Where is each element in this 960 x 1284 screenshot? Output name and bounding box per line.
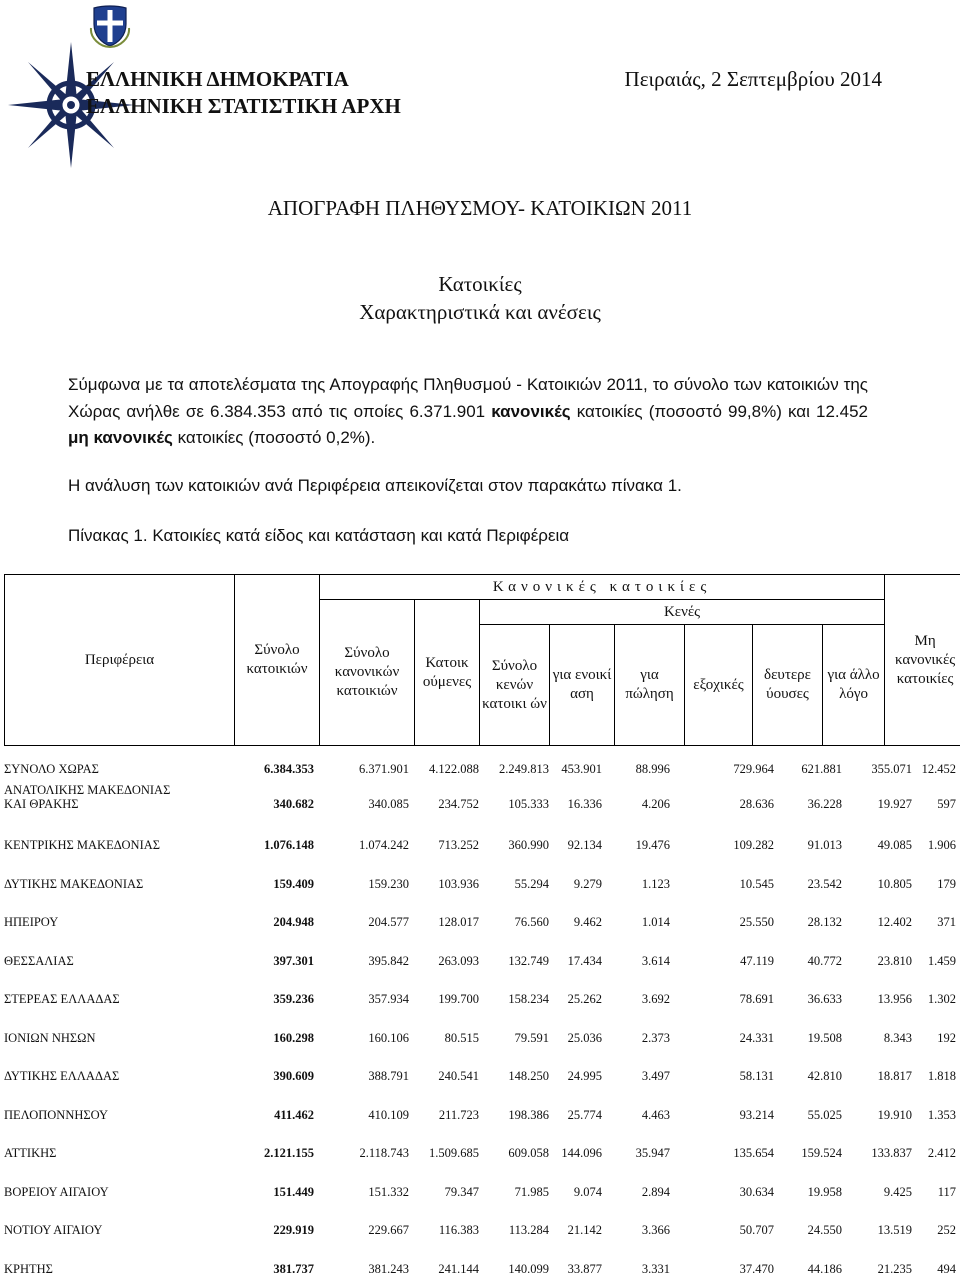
row-cell: 24.995 (567, 1069, 602, 1083)
header-rent: για ενοικί αση (550, 625, 615, 746)
row-cell: 18.817 (877, 1069, 912, 1083)
row-cell: 80.515 (444, 1031, 479, 1045)
row-cell: 140.099 (508, 1262, 549, 1276)
row-cell: 36.633 (807, 992, 842, 1006)
row-cell: 199.700 (438, 992, 479, 1006)
row-cell: 1.123 (641, 877, 670, 891)
row-cell: 234.752 (438, 797, 479, 811)
row-cell: 1.509.685 (429, 1146, 479, 1160)
subtitle-line-2: Χαρακτηριστικά και ανέσεις (359, 300, 601, 324)
row-cell: 241.144 (438, 1262, 479, 1276)
header-regular-group: Κανονικές κατοικίες (320, 575, 885, 600)
intro-text-regular: κανονικές (491, 401, 571, 421)
row-cell: 411.462 (274, 1108, 314, 1122)
row-cell: 2.412 (927, 1146, 956, 1160)
row-cell: 116.383 (438, 1223, 479, 1237)
table-row (4, 1223, 959, 1245)
row-cell: 211.723 (438, 1108, 479, 1122)
row-cell: 1.302 (927, 992, 956, 1006)
row-region-name-line-1: ΗΠΕΙΡΟΥ (4, 915, 59, 929)
row-cell: 1.076.148 (264, 838, 314, 852)
row-cell: 4.463 (641, 1108, 670, 1122)
row-cell: 204.577 (368, 915, 409, 929)
row-region-name (4, 1262, 53, 1276)
row-cell: 151.332 (368, 1185, 409, 1199)
row-cell: 2.118.743 (359, 1146, 409, 1160)
row-region-name-line-1: ΠΕΛΟΠΟΝΝΗΣΟΥ (4, 1108, 109, 1122)
row-region-name-line-1: ΚΡΗΤΗΣ (4, 1262, 53, 1276)
row-cell: 9.462 (573, 915, 602, 929)
row-cell: 28.636 (739, 797, 774, 811)
row-cell: 397.301 (273, 954, 314, 968)
table-row (4, 915, 959, 937)
row-region-name-line-1: ΒΟΡΕΙΟΥ ΑΙΓΑΙΟΥ (4, 1185, 109, 1199)
row-cell: 158.234 (508, 992, 549, 1006)
organization-header (86, 66, 401, 120)
row-cell: 597 (937, 797, 956, 811)
row-cell: 42.810 (807, 1069, 842, 1083)
row-cell: 151.449 (273, 1185, 314, 1199)
row-region-name-line-1: ΑΤΤΙΚΗΣ (4, 1146, 57, 1160)
row-region-name-line-1: ΘΕΣΣΑΛΙΑΣ (4, 954, 74, 968)
main-title: ΑΠΟΓΡΑΦΗ ΠΛΗΘΥΣΜΟΥ- ΚΑΤΟΙΚΙΩΝ 2011 (267, 196, 693, 220)
row-cell: 9.074 (573, 1185, 602, 1199)
row-cell: 340.682 (273, 797, 314, 811)
row-cell: 1.459 (927, 954, 956, 968)
row-cell: 128.017 (438, 915, 479, 929)
row-cell: 240.541 (438, 1069, 479, 1083)
table-header (4, 574, 960, 746)
row-cell: 78.691 (739, 992, 774, 1006)
row-cell: 76.560 (514, 915, 549, 929)
header-nonregular: Μη κανονικές κατοικίες (885, 575, 960, 746)
table-row (4, 1146, 959, 1168)
row-cell: 4.206 (641, 797, 670, 811)
row-cell: 23.542 (807, 877, 842, 891)
row-cell: 204.948 (273, 915, 314, 929)
row-cell: 40.772 (807, 954, 842, 968)
row-cell: 93.214 (739, 1108, 774, 1122)
row-cell: 390.609 (273, 1069, 314, 1083)
row-region-name (4, 1185, 109, 1199)
row-cell: 8.343 (883, 1031, 912, 1045)
row-cell: 55.294 (514, 877, 549, 891)
row-cell: 79.591 (514, 1031, 549, 1045)
row-cell: 1.906 (927, 838, 956, 852)
header-total: Σύνολο κατοικιών (235, 575, 320, 746)
row-cell: 381.243 (368, 1262, 409, 1276)
row-cell: 25.774 (567, 1108, 602, 1122)
row-cell: 159.524 (801, 1146, 842, 1160)
row-cell: 103.936 (438, 877, 479, 891)
row-region-name (4, 783, 170, 811)
table-row (4, 1262, 959, 1284)
row-cell: 381.737 (273, 1262, 314, 1276)
row-cell: 12.452 (921, 762, 956, 776)
row-cell: 88.996 (635, 762, 670, 776)
row-region-name-line-1: ΑΝΑΤΟΛΙΚΗΣ ΜΑΚΕΔΟΝΙΑΣ (4, 783, 171, 797)
row-cell: 263.093 (438, 954, 479, 968)
row-cell: 79.347 (444, 1185, 479, 1199)
row-region-name-line-1: ΣΤΕΡΕΑΣ ΕΛΛΑΔΑΣ (4, 992, 120, 1006)
row-cell: 21.142 (567, 1223, 602, 1237)
row-cell: 148.250 (508, 1069, 549, 1083)
row-cell: 192 (937, 1031, 956, 1045)
row-cell: 9.425 (883, 1185, 912, 1199)
row-cell: 19.508 (807, 1031, 842, 1045)
row-cell: 144.096 (561, 1146, 602, 1160)
header-other: για άλλο λόγο (823, 625, 885, 746)
row-cell: 1.818 (927, 1069, 956, 1083)
row-cell: 229.919 (273, 1223, 314, 1237)
row-cell: 132.749 (508, 954, 549, 968)
header-total-empty: Σύνολο κενών κατοικι ών (480, 625, 550, 746)
subtitle-line-1: Κατοικίες (438, 272, 522, 296)
row-cell: 28.132 (807, 915, 842, 929)
row-cell: 357.934 (368, 992, 409, 1006)
row-cell: 252 (937, 1223, 956, 1237)
row-cell: 44.186 (807, 1262, 842, 1276)
row-cell: 35.947 (635, 1146, 670, 1160)
header-region: Περιφέρεια (5, 575, 235, 746)
header-sale: για πώληση (615, 625, 685, 746)
row-cell: 105.333 (508, 797, 549, 811)
org-line-2: ΕΛΛΗΝΙΚΗ ΣΤΑΤΙΣΤΙΚΗ ΑΡΧΗ (86, 94, 401, 118)
row-cell: 3.614 (641, 954, 670, 968)
row-cell: 3.331 (641, 1262, 670, 1276)
header-occupied: Κατοικ ούμενες (415, 600, 480, 746)
analysis-paragraph: Η ανάλυση των κατοικιών ανά Περιφέρεια απεικονίζεται στον παρακάτω πίνακα 1. (68, 476, 682, 495)
row-region-name (4, 762, 99, 776)
row-cell: 3.692 (641, 992, 670, 1006)
intro-paragraph (68, 372, 868, 452)
table-row (4, 1069, 959, 1091)
row-cell: 159.230 (368, 877, 409, 891)
row-cell: 23.810 (877, 954, 912, 968)
row-cell: 371 (937, 915, 956, 929)
row-cell: 135.654 (733, 1146, 774, 1160)
row-cell: 6.371.901 (359, 762, 409, 776)
table-row (4, 992, 959, 1014)
row-cell: 10.805 (877, 877, 912, 891)
row-region-name (4, 1069, 119, 1083)
row-cell: 160.298 (273, 1031, 314, 1045)
row-cell: 355.071 (871, 762, 912, 776)
row-cell: 117 (937, 1185, 956, 1199)
row-cell: 453.901 (561, 762, 602, 776)
header-empty-group: Κενές (480, 600, 885, 625)
table-row (4, 838, 959, 860)
org-line-1: ΕΛΛΗΝΙΚΗ ΔΗΜΟΚΡΑΤΙΑ (86, 67, 349, 91)
row-region-name (4, 1223, 102, 1237)
date-line: Πειραιάς, 2 Σεπτεμβρίου 2014 (624, 67, 882, 91)
row-cell: 359.236 (273, 992, 314, 1006)
row-cell: 3.497 (641, 1069, 670, 1083)
row-cell: 13.956 (877, 992, 912, 1006)
row-region-name-line-2: ΚΑΙ ΘΡΑΚΗΣ (4, 797, 79, 811)
header-secondary: δευτερε ύουσες (753, 625, 823, 746)
row-cell: 395.842 (368, 954, 409, 968)
row-cell: 55.025 (807, 1108, 842, 1122)
subtitle (0, 270, 960, 326)
row-cell: 12.402 (877, 915, 912, 929)
row-cell: 33.877 (567, 1262, 602, 1276)
row-cell: 410.109 (368, 1108, 409, 1122)
row-cell: 30.634 (739, 1185, 774, 1199)
row-cell: 4.122.088 (429, 762, 479, 776)
row-region-name (4, 915, 58, 929)
row-cell: 159.409 (273, 877, 314, 891)
row-cell: 10.545 (739, 877, 774, 891)
row-cell: 609.058 (508, 1146, 549, 1160)
row-cell: 2.373 (641, 1031, 670, 1045)
intro-text-nonregular: μη κανονικές (68, 428, 173, 447)
table-row (4, 1031, 959, 1053)
row-cell: 2.249.813 (499, 762, 549, 776)
row-cell: 494 (937, 1262, 956, 1276)
row-region-name (4, 838, 160, 852)
row-cell: 92.134 (567, 838, 602, 852)
row-region-name-line-1: ΔΥΤΙΚΗΣ ΕΛΛΑΔΑΣ (4, 1069, 120, 1083)
row-region-name (4, 1146, 56, 1160)
table-row (4, 762, 959, 784)
row-cell: 713.252 (438, 838, 479, 852)
table-row (4, 1185, 959, 1207)
table-row (4, 954, 959, 976)
row-cell: 621.881 (801, 762, 842, 776)
row-cell: 19.476 (635, 838, 670, 852)
row-cell: 25.262 (567, 992, 602, 1006)
row-region-name-line-1: ΣΥΝΟΛΟ ΧΩΡΑΣ (4, 762, 99, 776)
row-cell: 729.964 (733, 762, 774, 776)
row-cell: 9.279 (573, 877, 602, 891)
row-cell: 16.336 (567, 797, 602, 811)
row-cell: 37.470 (739, 1262, 774, 1276)
table-title: Πίνακας 1. Κατοικίες κατά είδος και κατάσταση και κατά Περιφέρεια (68, 526, 570, 545)
header-vacation: εξοχικές (685, 625, 753, 746)
row-cell: 340.085 (368, 797, 409, 811)
row-region-name (4, 954, 74, 968)
row-cell: 17.434 (567, 954, 602, 968)
row-cell: 179 (937, 877, 956, 891)
row-cell: 113.284 (508, 1223, 549, 1237)
row-cell: 19.927 (877, 797, 912, 811)
row-cell: 388.791 (368, 1069, 409, 1083)
row-cell: 1.014 (641, 915, 670, 929)
row-cell: 133.837 (871, 1146, 912, 1160)
table-row (4, 1108, 959, 1130)
row-cell: 198.386 (508, 1108, 549, 1122)
row-cell: 24.550 (807, 1223, 842, 1237)
row-cell: 2.121.155 (264, 1146, 314, 1160)
row-cell: 25.036 (567, 1031, 602, 1045)
row-region-name-line-1: ΚΕΝΤΡΙΚΗΣ ΜΑΚΕΔΟΝΙΑΣ (4, 838, 161, 852)
row-region-name-line-1: ΔΥΤΙΚΗΣ ΜΑΚΕΔΟΝΙΑΣ (4, 877, 144, 891)
intro-text-a: Σύμφωνα με τα αποτελέσματα της Απογραφής Πληθυσμού - Κατοικιών 2011, το σύνολο των κατοικιών της Χώρας ανήλθε σε 6.384.353 από τις οποίες 6.371.901 (68, 375, 868, 421)
row-cell: 13.519 (877, 1223, 912, 1237)
row-cell: 360.990 (508, 838, 549, 852)
row-cell: 21.235 (877, 1262, 912, 1276)
intro-text-c: κατοικίες (ποσοστό 99,8%) και 12.452 (570, 401, 868, 421)
row-cell: 19.958 (807, 1185, 842, 1199)
row-cell: 24.331 (739, 1031, 774, 1045)
row-cell: 1.353 (927, 1108, 956, 1122)
row-cell: 3.366 (641, 1223, 670, 1237)
row-cell: 58.131 (739, 1069, 774, 1083)
row-region-name-line-1: ΙΟΝΙΩΝ ΝΗΣΩΝ (4, 1031, 96, 1045)
table-row (4, 877, 959, 899)
row-cell: 36.228 (807, 797, 842, 811)
row-region-name (4, 1031, 95, 1045)
row-cell: 47.119 (740, 954, 774, 968)
row-cell: 50.707 (739, 1223, 774, 1237)
row-cell: 19.910 (877, 1108, 912, 1122)
row-cell: 2.894 (641, 1185, 670, 1199)
row-cell: 25.550 (739, 915, 774, 929)
row-region-name (4, 992, 120, 1006)
row-cell: 160.106 (368, 1031, 409, 1045)
row-region-name-line-1: ΝΟΤΙΟΥ ΑΙΓΑΙΟΥ (4, 1223, 103, 1237)
row-cell: 6.384.353 (264, 762, 314, 776)
table-row (4, 783, 959, 811)
row-cell: 49.085 (877, 838, 912, 852)
row-cell: 229.667 (368, 1223, 409, 1237)
intro-text-e: κατοικίες (ποσοστό 0,2%). (172, 428, 376, 447)
row-region-name (4, 877, 143, 891)
row-cell: 71.985 (514, 1185, 549, 1199)
row-cell: 1.074.242 (359, 838, 409, 852)
row-cell: 109.282 (733, 838, 774, 852)
header-total-regular: Σύνολο κανονικών κατοικιών (320, 600, 415, 746)
row-cell: 91.013 (807, 838, 842, 852)
row-region-name (4, 1108, 108, 1122)
